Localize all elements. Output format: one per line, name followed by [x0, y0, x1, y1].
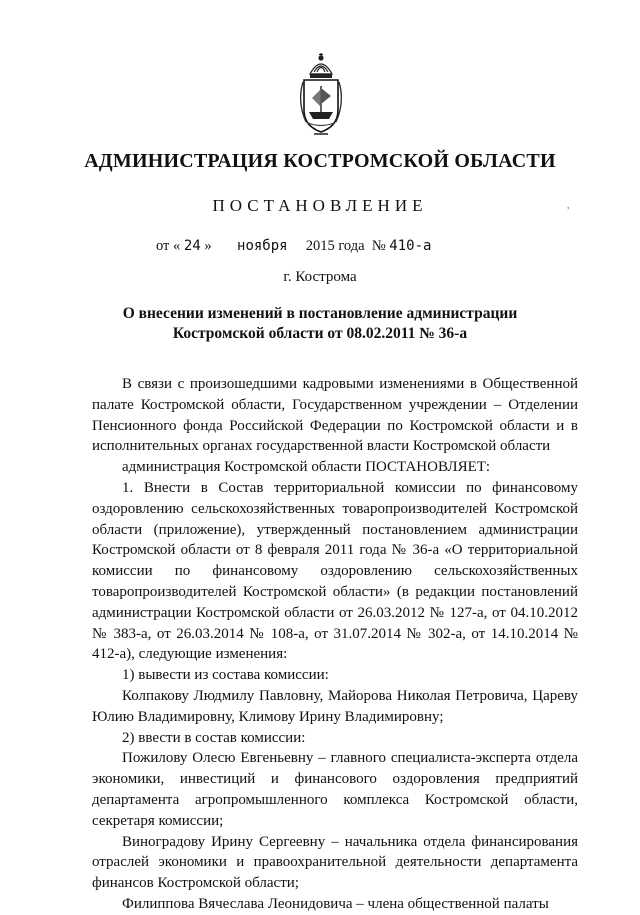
date-close-quote: » [204, 238, 212, 254]
date-day: 24 [183, 238, 201, 254]
title-line-2: Костромской области от 08.02.2011 № 36-а [172, 325, 468, 342]
decree-paragraph: администрация Костромской области ПОСТАНОВЛЯЕТ: [122, 459, 491, 476]
document-title [60, 304, 580, 344]
document-body [92, 374, 578, 915]
subitem-2-heading: 2) ввести в состав комиссии: [122, 729, 306, 746]
coat-of-arms-emblem [298, 52, 344, 138]
organization-heading: АДМИНИСТРАЦИЯ КОСТРОМСКОЙ ОБЛАСТИ [84, 150, 556, 172]
number-sign: № [371, 238, 386, 254]
date-year: 2015 года [305, 238, 365, 254]
member-2-paragraph: Виноградову Ирину Сергеевну – начальника отдела финансирования отраслей экономики и правоохранительной деятельности департамента финансов Костромской области; [92, 833, 578, 892]
document-type: ПОСТАНОВЛЕНИЕ [212, 196, 428, 215]
date-prefix: от « [156, 238, 181, 254]
city-line: г. Кострома [283, 269, 357, 285]
scan-mark: , [567, 200, 570, 211]
subitem-1-heading: 1) вывести из состава комиссии: [122, 667, 329, 684]
intro-paragraph: В связи с произошедшими кадровыми изменениями в Общественной палате Костромской области, Государственном учреждении – Отделении Пенсионного фонда Российской Федерации по Костромской области и в исполнительных органах государственной власти Костромской области [92, 376, 578, 455]
member-3-paragraph: Филиппова Вячеслава Леонидовича – члена общественной палаты [122, 895, 549, 912]
date-month: ноября [237, 238, 288, 254]
title-line-1: О внесении изменений в постановление администрации [122, 305, 518, 322]
item-1-paragraph: 1. Внести в Состав территориальной комиссии по финансовому оздоровлению сельскохозяйственных товаропроизводителей Костромской области (приложение), утвержденный постановлением администрации Костромской области от 8 февраля 2011 года № 36-а «О территориальной комиссии по финансовому оздоровлению сельскохозяйственных товаропроизводителей Костромской области» (в редакции постановлений администрации Костромской области от 26.03.2012 № 127-а, от 04.10.2012 № 383-а, от 26.03.2014 № 108-а, от 31.07.2014 № 302-а, от 14.10.2014 № 412-а), следующие изменения: [92, 479, 578, 663]
document-number: 410-а [389, 238, 432, 254]
subitem-1-names: Колпакову Людмилу Павловну, Майорова Николая Петровича, Цареву Юлию Владимировну, Климову Ирину Владимировну; [92, 687, 578, 725]
date-number-line [156, 238, 431, 255]
member-1-paragraph: Пожилову Олесю Евгеньевну – главного специалиста-эксперта отдела экономики, инвестиций и финансового оздоровления предприятий департамента агропромышленного комплекса Костромской области, секретаря комиссии; [92, 750, 578, 829]
